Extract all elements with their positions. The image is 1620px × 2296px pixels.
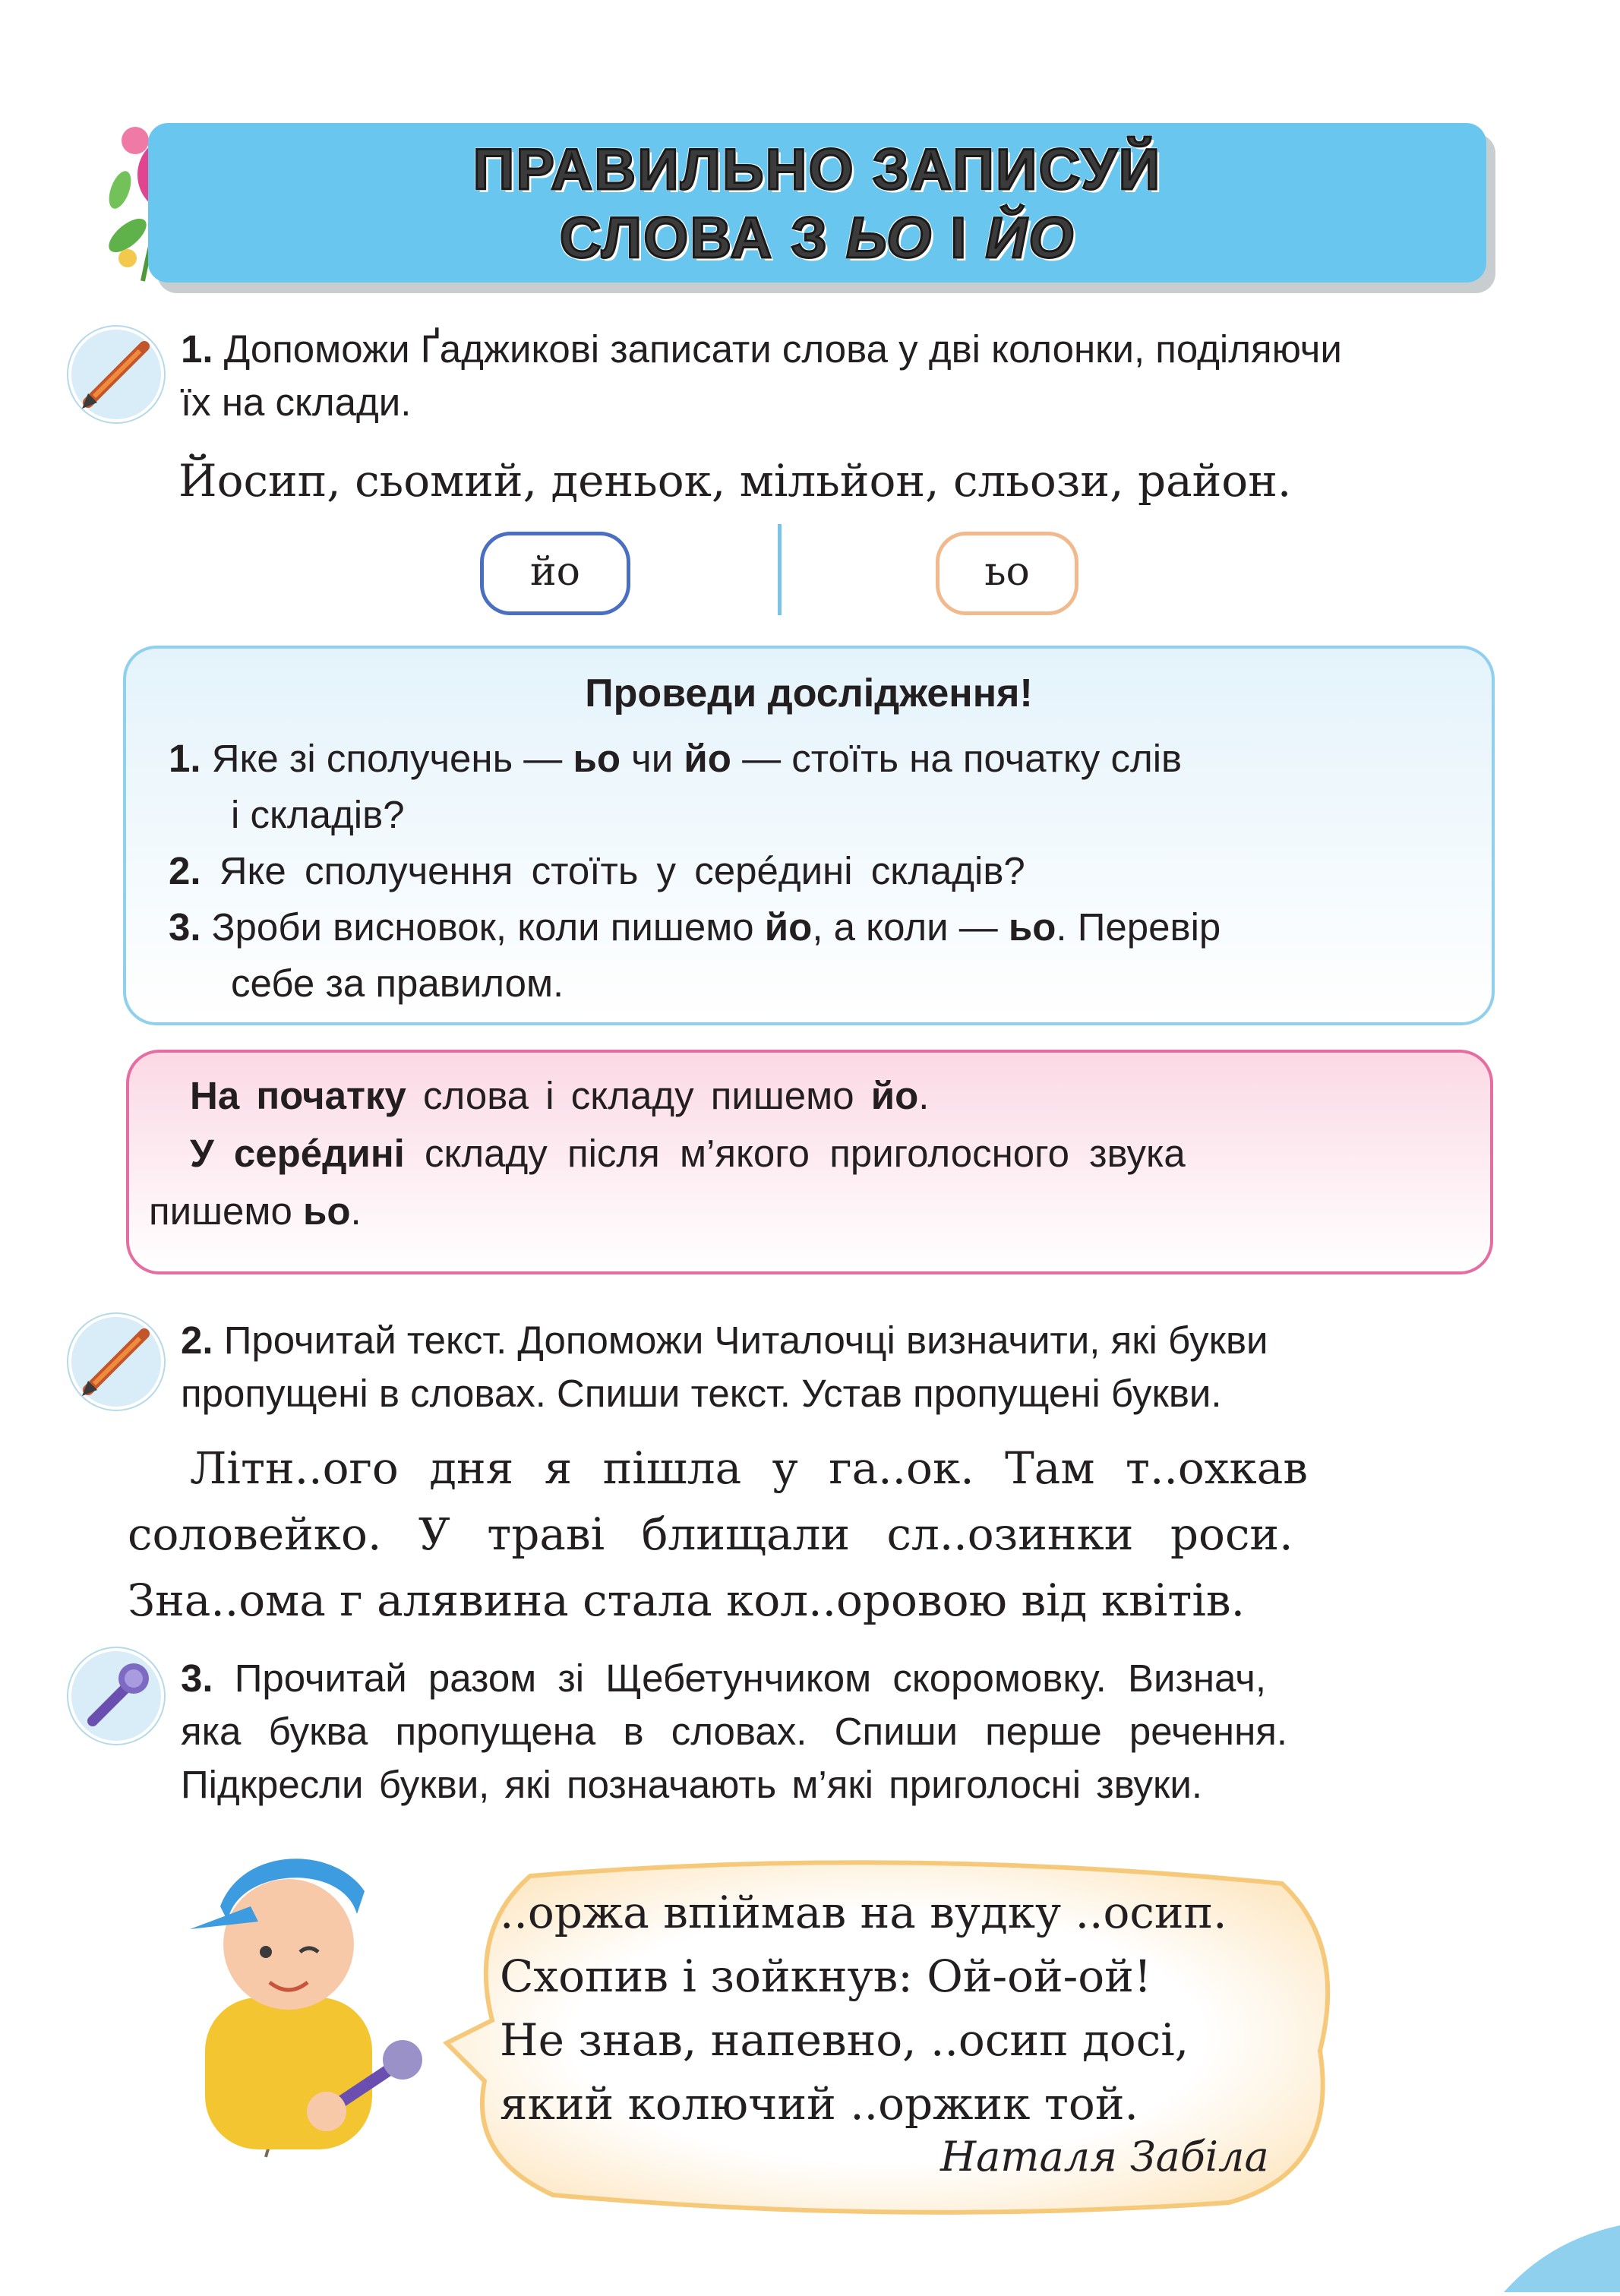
research-item-1: 1. Яке зі сполучень — ьо чи йо — стоїть на початку слів і складів? bbox=[169, 737, 1183, 836]
speech-bubble bbox=[439, 1853, 1341, 2218]
task2-text-line: Літн..ого дня я пішла у га..ок. Там т..охкав bbox=[190, 1442, 1308, 1494]
poem-line: який колючий ..оржик той. bbox=[500, 2078, 1138, 2130]
task2-text-line: Зна..ома г алявина стала кол..оровою від квітів. bbox=[128, 1574, 1246, 1626]
poem-line: Не знав, напевно, ..осип досі, bbox=[500, 2014, 1189, 2066]
task3-instruction: 3. Прочитай разом зі Щебетунчиком скоромовку. Визнач, яка буква пропущена в словах. Спиши перше речення. Підкресли букви, які позначають м’які приголосні звуки. bbox=[181, 1656, 1288, 1806]
pill-yo: йо bbox=[480, 532, 630, 615]
microphone-icon bbox=[68, 1648, 164, 1744]
research-item-2: 2. Яке сполучення стоїть у серéдині складів? bbox=[169, 849, 1025, 892]
poem-author: Наталя Забіла bbox=[940, 2133, 1269, 2181]
page-corner-decoration bbox=[1504, 2225, 1620, 2292]
boy-with-microphone-illustration bbox=[175, 1838, 471, 2172]
pen-icon bbox=[68, 1314, 164, 1410]
task2-text-line: соловейко. У траві блищали сл..озинки роси. bbox=[128, 1508, 1293, 1560]
pill-yo-soft: ьо bbox=[936, 532, 1078, 615]
poem bbox=[500, 1881, 1320, 2136]
poem-line: Схопив і зойкнув: Ой-ой-ой! bbox=[500, 1950, 1152, 2002]
title-line-2: СЛОВА З ЬО І ЙО bbox=[559, 206, 1075, 270]
rule-line-1: На початку слова і складу пишемо йо. bbox=[190, 1074, 930, 1117]
poem-line: ..оржа впіймав на вудку ..осип. bbox=[500, 1887, 1227, 1938]
rule-line-3: пишемо ьо. bbox=[149, 1189, 362, 1233]
rule-line-2: У серéдині складу після м’якого приголосного звука bbox=[190, 1132, 1186, 1175]
title-banner bbox=[148, 123, 1486, 283]
task1-word-list: Йосип, сьомий, деньок, мільйон, сльози, район. bbox=[178, 455, 1292, 507]
research-title: Проведи дослідження! bbox=[585, 671, 1033, 715]
pen-icon bbox=[68, 327, 164, 422]
rule-box bbox=[126, 1050, 1493, 1274]
title-line-1: ПРАВИЛЬНО ЗАПИСУЙ bbox=[472, 137, 1162, 202]
research-item-3: 3. Зроби висновок, коли пишемо йо, а коли — ьо. Перевір себе за правилом. bbox=[169, 905, 1221, 1005]
research-box bbox=[123, 646, 1495, 1025]
task2-instruction: 2. Прочитай текст. Допоможи Читалочці визначити, які букви пропущені в словах. Спиши текст. Устав пропущені букви. bbox=[181, 1319, 1268, 1415]
task1-instruction: 1. Допоможи Ґаджикові записати слова у дві колонки, поділяючи їх на склади. bbox=[181, 327, 1342, 424]
column-divider bbox=[778, 524, 782, 615]
task2-text bbox=[128, 1435, 1495, 1634]
